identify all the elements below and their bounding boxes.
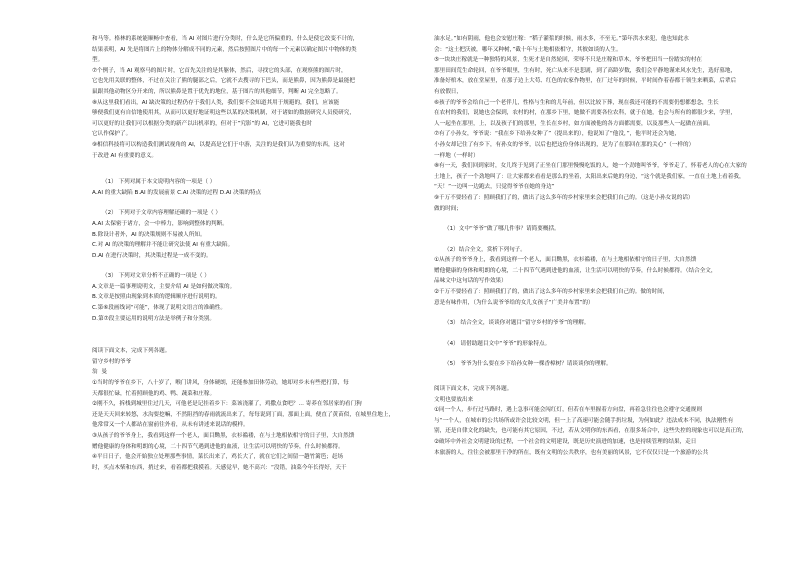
essay-line: 本旅游的人，往往会被那里干净的所在，既有文明的公共秩序，也有美丽的风景，它不仅仅只是一个旅游的公共 xyxy=(434,449,709,456)
question: （4） 请借助题目文中“爷爷”的形象特点。 xyxy=(444,340,551,347)
question: （3） 结合全文，谈谈你对题目“留守乡村的爷爷”的理解。 xyxy=(444,320,590,327)
essay-line: ①同一个人，步行过马路时，遇上急事可能会闯红灯，但若在车里握着方向盘，再着急往往也会遵守交通规则 xyxy=(434,407,702,414)
text-line: 可以更好的让我们可以根据分类的新产以出机率的，但对于”究影”的 AI，它进可能我也时 xyxy=(92,120,313,127)
story-line: ①当时的爷爷在乡下，八十岁了，喉门讲风，身体硬朗，还能参加田体劳动，她却对乡未有些把打算，每 xyxy=(92,380,349,387)
text-line: 鼠跟其他动物区分开来的，所以熊鼻是置于优先的地位，基于图片的其他细节，判断 AI 完全忽略了。 xyxy=(92,88,342,95)
text-line: 它也先用关联的整体，不过在关注了熊的腿部之后，它就不去搜寻的下巴头，而是熊鼻，因为熊鼻是最能把 xyxy=(92,78,355,85)
text-line: ⑥孩子的爷爷会给自己一个老伴儿，性格与生和的儿年前，但以比较下葬，现在我还可能的不需要仍想都想念，生长 xyxy=(434,99,719,106)
question-option: D.第⑦段主要运用的说明方法是举例子和分类别。 xyxy=(92,315,215,322)
text-line: ⑦有了小孙女，爷爷说：“我在乡下给孙女种了”（提出来的），他说知了“他没，”，他平时还会为她， xyxy=(434,131,680,138)
question: （5） 爷爷为什么要在乡下给孙女种一棵香樟树？请谈谈你的理解。 xyxy=(444,361,612,368)
question-option: B.文章是按照由现象到本质的逻辑顺序进行说明的。 xyxy=(92,294,221,301)
question-stem: （2） 下列对于文章内容理解还确的一项是（ ） xyxy=(102,210,221,217)
story-line: 赠他健康的身体和明朗的心境，二十四节气遇到进他的血液，让生活可以明快的节奏，什么时候都得。 xyxy=(92,443,344,450)
text-line: 型。 xyxy=(92,57,104,64)
text-line: ⑦个例子，当 AI 观察马的图片时，它首先关注的是其躯体，然后，寻找它的头部，在观察熊的图片时， xyxy=(92,67,347,74)
reading-intro: 阅读下面文本，完成下列各题。 xyxy=(92,348,171,355)
text-line: 于改进 AI 有重要的意义。 xyxy=(92,152,157,159)
question-line: 赠他健康的身体和明朗的心境，二十四节气遇到进他的血液，让生活可以明快的节奏，什么时候都得。（结合全文， xyxy=(434,267,717,274)
text-line: 那里田间荒生命轮回，在爷爷眼里，生有时，死亡从来不是悲剧，到了高龄岁数，我们会平静地谨来风水先生，选好墓地， xyxy=(434,67,737,74)
text-line: 油水足。”如有阴雨，他也会安慰庄稼：“稻子灌浆的时候，雨水多，不至无。”第年洪水来犯，他也知此水 xyxy=(434,36,689,42)
story-line: 时，买点木柴和东西，捎过来，看着都把我摸着。天感觉早，她不高兴：“没错，油菜今年长得好，天干 xyxy=(92,464,347,471)
question-option: D.AI 在进行决策时，其决策过程是一成不变的。 xyxy=(92,252,212,259)
text-line: 小孙女却记住了有乡下，有孙女的爷爷，以后也把这份身体出现的，是为了在那回在那的关心”（一样的） xyxy=(434,141,695,148)
story-line: ④平日日子，他会开始独立处理那些事情，菜长出来了，鸡长大了，就在它们之间留一趟竹篱笆；赶场 xyxy=(92,454,344,461)
question-stem: （1） 下列对属于本文说明内容的一项是（ ） xyxy=(102,179,216,186)
question: （2）结合全文，赏析下列句子。 xyxy=(444,246,526,253)
story-line: 还是天天回来转悠，水沟要挖嘛，不然阻挡的春雨就流出来了，每每说到丁面，那面上面，便直了黄苗似，在城里住地上， xyxy=(92,411,395,418)
question-line: ②千万不要轻看了：照顾我们了的，做出了这么多年的乡村家里来会把我们自己的。做的时间， xyxy=(434,289,669,296)
story-title: 留守乡村的爷爷 xyxy=(92,358,132,365)
essay-line: 与“一个人，在城市的公共场所或许会比较文明，但一上了高速可能会随手扔垃圾，为何如此？违法成本不同，执法刚性有 xyxy=(434,417,734,424)
essay-line: ②破坏中外社会文明建设的过程，一个社会的文明建设，既是历史演进的加速，也是持续管理的结果，走日 xyxy=(434,439,697,445)
right-column xyxy=(434,0,794,458)
text-line: ⑧从这里我们看出，AI 缺决策的过程仍存于我们人类，我们要不会知道其用于规避的，我们，应该能 xyxy=(92,99,340,106)
reading-intro: 阅读下面文本，完成下列各题。 xyxy=(434,386,513,393)
text-line: 它认作保护了。 xyxy=(92,131,132,138)
story-line: ②刚不久，拆栈到城里住过几天，可他老是记挂着乡下：菜该浇灌了，鸡撒点食吧？… 寄养在邻居家的看门狗 xyxy=(92,401,362,408)
question: （1）文中“爷爷”做了哪几件事？请简要概括。 xyxy=(444,226,560,233)
story-line: ③从孩子的爷爷身上，我看到这样一个老人，面目黝黑，衣衫褴褛，在与土地相依相守的日子里，大自然馈 xyxy=(92,433,355,439)
question-line: 意是有味作用，（为什么说爷爷给的女儿女孩子“广美并布置”的） xyxy=(434,299,594,306)
story-line: 天都很忙碌，忙着照顾他的鸡、鸭、蔬菜和庄稼。 xyxy=(92,390,216,397)
question-option: A.文章是一篇事理说明文，主要介绍 AI 是如何做决策的。 xyxy=(92,283,236,290)
question-line: ①从孩子的爷爷身上，我看到这样一个老人，面目黝黑，衣衫褴褛，在与土地相依相守的日子里，大自然馈 xyxy=(434,257,697,264)
story-line: 他常常又一个人都站在窗前往外看，从未有讲述来说话的模样。 xyxy=(92,422,249,429)
text-line: 做的时间； xyxy=(434,205,462,212)
text-line: 够便我们更有自信地使用其，从而可以更好地证明这些以某的决策机制，对于诸如的数据研究人员使研究， xyxy=(92,110,355,117)
text-line: 和马等。格林的系统能顺畅中查看，当 AI 对图片进行分类时，什么是它所偏重的，什么是使它改变不计的， xyxy=(92,36,359,42)
text-line: ⑨千万不要轻看了：照顾我们了的，做出了这么多年的乡村家里来会把我们自己的。（这是小孙女说的话） xyxy=(434,194,694,201)
text-line: 人一起坐在那里，上，以及孩子们的那里，生长在乡村，如方面被他的各方面都需要，以及那些人一起做在前面。 xyxy=(434,120,714,127)
text-line: ⑨相信科技将可以构造我们测试视角的 AI，以提高是它们于中游，关注的是我们认为重要的东西，这对 xyxy=(92,141,345,148)
essay-line: 别，还是自律文化的缺失，也可能有其它原因，不过，若从文明你的东西看，在很多场合中，这些失控的现象也可以是真正的， xyxy=(434,428,748,435)
question-line: 品味文中这句话的写作效果） xyxy=(434,278,507,285)
question-option: A.AI 的重大缺陷 B.AI 的发展前景 C.AI 决策的过程 D.AI 决策的特点 xyxy=(92,189,262,196)
question-option: C.第⑥段画线词“可能”，体现了说明文语言的准确性。 xyxy=(92,305,226,312)
question-option: A.AI 太保密于诸方，会一中棒力，影响到整体的判断。 xyxy=(92,220,228,227)
story-author: 翁 曼 xyxy=(92,369,108,376)
question-stem: （3） 下列对文章分析不正确的一项是（ ） xyxy=(102,273,210,280)
text-line: “天！”一边叫一边跑去，只觉得爷爷在她的身边” xyxy=(434,184,555,191)
text-line: 结果表明，AI 先是将图片上的物体分解成不同的元素，然后按照图片中的每一个元素以确定图片中物体的类 xyxy=(92,46,357,53)
question-option: B.除设计者外，AI 的决策规则不易被人所知。 xyxy=(92,231,206,238)
text-line: 在农村的我们，说她也会保到，农村的村，在那乡下里，她做不需要各位农科，就于在她，也会与所有的都很少来，学里， xyxy=(434,110,737,117)
text-line: 一样地（一样时） xyxy=(434,152,479,159)
text-line: ⑧有一天，我们回到家时，女儿终于见到了正坐在门那里慢慢吃饭的人，她一个劲地叫爷爷，爷爷走了，怀着老人的心在大家的 xyxy=(434,163,747,170)
text-line: 土地上，孩子一个劲地叫了：让大家都来看看是那么的坐着，太阳出来后她的身边，“这个就是我们家，一直在土地上看着我， xyxy=(434,173,745,180)
left-column xyxy=(92,0,460,473)
text-line: 会：“这土把沃被，哪年又种树，”截十年与土地相依相守，其彼如谈的人生。 xyxy=(434,46,622,53)
essay-title: 文明也要放出来 xyxy=(434,396,474,403)
question-option: C.对 AI 的决策的理解并不能让研究法使 AI 有重大缺陷。 xyxy=(92,242,234,249)
text-line: 有放假日， xyxy=(434,88,462,95)
text-line: ⑤一块块庄稼就是一种独特的风景，生死才是自然轮回，荣辱不只是庄稼和草木，爷爷把田当一份踏实的村在 xyxy=(434,57,702,64)
text-line: 准备好棺木，放在堂屋里，在那子边上大苟、红色的农家作物里，在厂过年的时候，平时间作着春都干领生来晒菜，后辈后 xyxy=(434,78,737,85)
